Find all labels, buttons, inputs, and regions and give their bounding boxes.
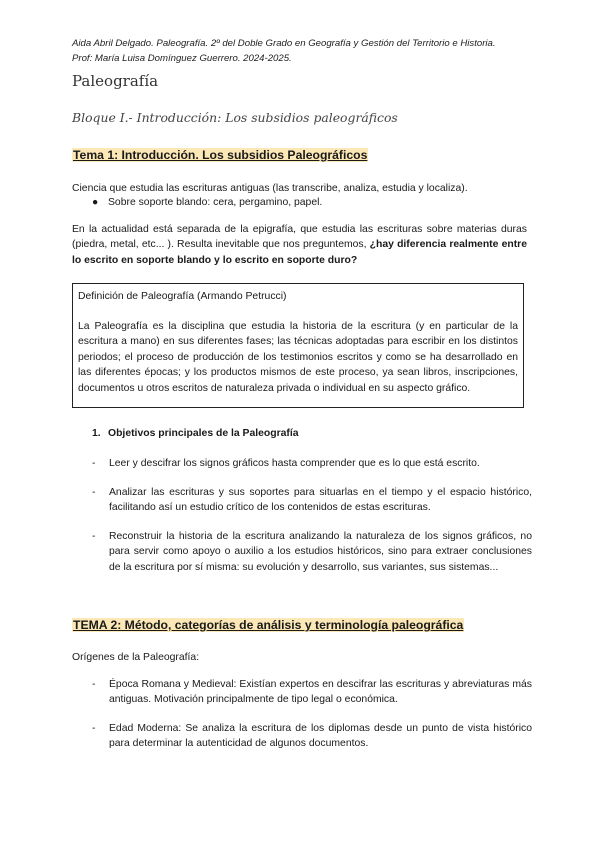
bullet-text: Sobre soporte blando: cera, pergamino, papel. bbox=[108, 197, 323, 208]
objetivo-text: Leer y descifrar los signos gráficos hasta comprender que es lo que está escrito. bbox=[109, 458, 480, 469]
dash-icon: - bbox=[92, 679, 96, 690]
tema1-intro: Ciencia que estudia las escrituras antiguas (las transcribe, analiza, estudia y localiza). bbox=[72, 183, 468, 194]
dash-icon: - bbox=[92, 458, 96, 469]
paragraph-question: ¿hay diferencia realmente entre lo escrito en soporte blando y lo escrito en soporte duro? bbox=[72, 239, 527, 266]
tema2-item-1 bbox=[92, 677, 532, 708]
document-title: Paleografía bbox=[72, 72, 159, 90]
tema1-heading: Tema 1: Introducción. Los subsidios Paleográficos bbox=[73, 148, 368, 162]
objetivo-item-3 bbox=[92, 529, 532, 575]
header-line-1: Aida Abril Delgado. Paleografía. 2º del Doble Grado en Geografía y Gestión del Territorio e Historia. bbox=[72, 38, 496, 49]
list-number: 1. bbox=[92, 428, 101, 439]
header-line-2: Prof: María Luisa Domínguez Guerrero. 2024-2025. bbox=[72, 53, 292, 64]
dash-icon: - bbox=[92, 723, 96, 734]
block-subtitle: Bloque I.- Introducción: Los subsidios paleográficos bbox=[72, 110, 398, 125]
objetivos-heading bbox=[92, 428, 299, 439]
definition-box bbox=[72, 283, 524, 408]
tema2-intro: Orígenes de la Paleografía: bbox=[72, 652, 200, 663]
definition-title: Definición de Paleografía (Armando Petrucci) bbox=[78, 291, 287, 302]
tema2-heading: TEMA 2: Método, categorías de análisis y terminología paleográfica bbox=[73, 618, 464, 632]
dash-icon: - bbox=[92, 487, 96, 498]
objetivo-item-2 bbox=[92, 485, 532, 516]
objetivos-heading-text: Objetivos principales de la Paleografía bbox=[108, 428, 299, 439]
objetivo-text: Analizar las escrituras y sus soportes para situarlas en el tiempo y el espacio histórico, facilitando así un estudio crítico de los contenidos de estas escrituras. bbox=[109, 487, 532, 514]
dash-icon: - bbox=[92, 531, 96, 542]
definition-text: La Paleografía es la disciplina que estudia la historia de la escritura (y en particular de la escritura a mano) en sus diferentes fases; las técnicas adoptadas para escribir en los distintos periodos; el proceso de producción de los testimonios escritos y como se ha desarrollado en las diferentes épocas; y los productos mismos de este proceso, ya sean libros, inscripciones, documentos u otros escritos de naturaleza privada o individual en su aspecto gráfico. bbox=[78, 321, 518, 394]
tema2-item-text: Época Romana y Medieval: Existían expertos en descifrar las escrituras y abreviaturas más antiguas. Motivación principalmente de tipo legal o económica. bbox=[109, 679, 532, 706]
bullet-icon: ● bbox=[92, 197, 99, 208]
document-header bbox=[72, 36, 542, 66]
tema1-paragraph bbox=[72, 222, 527, 268]
tema1-bullet-item bbox=[92, 195, 322, 210]
tema2-item-text: Edad Moderna: Se analiza la escritura de los diplomas desde un punto de vista histórico para determinar la autenticidad de algunos documentos. bbox=[109, 723, 532, 750]
tema2-item-2 bbox=[92, 721, 532, 752]
paragraph-text: En la actualidad está separada de la epigrafía, que estudia las escrituras sobre materias duras (piedra, metal, etc... ). Resulta inevitable que nos preguntemos, bbox=[72, 224, 527, 251]
objetivo-item-1 bbox=[92, 456, 532, 471]
objetivo-text: Reconstruir la historia de la escritura analizando la naturaleza de los signos gráficos, no para servir como apoyo o auxilio a los estudios históricos, sino para extraer conclusiones de la escritura por sí misma: su evolución y desarrollo, sus variantes, sus sistemas... bbox=[109, 531, 532, 573]
